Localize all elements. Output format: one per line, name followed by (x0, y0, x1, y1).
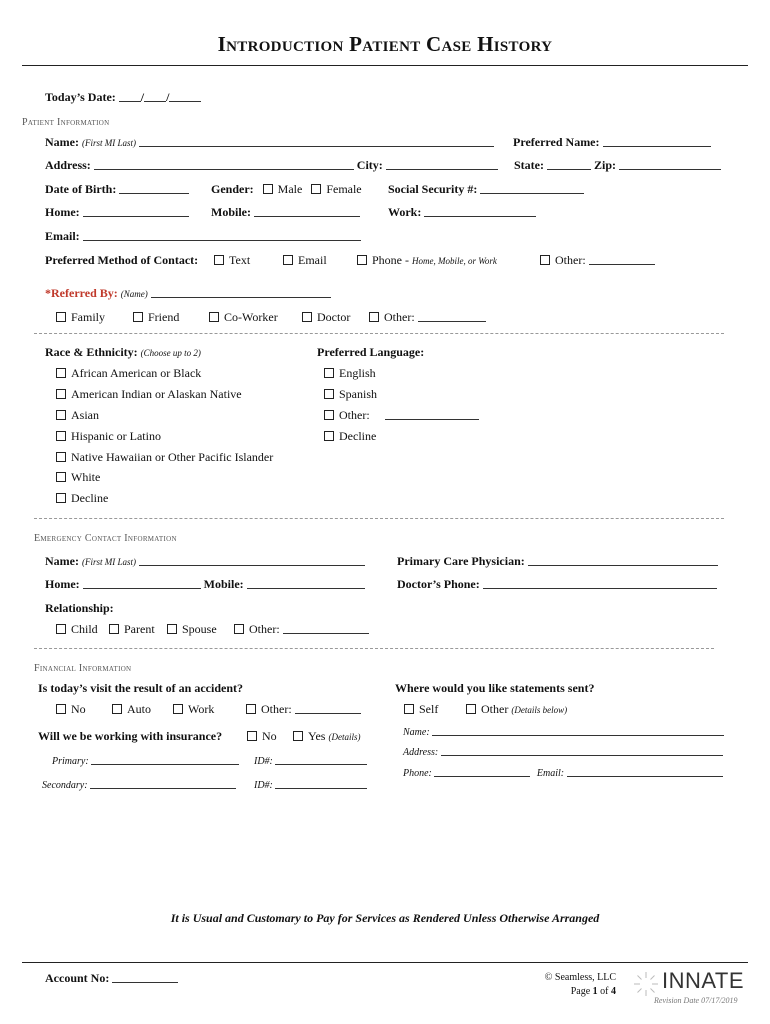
primary-id-field[interactable] (275, 754, 367, 765)
referred-doctor-checkbox[interactable] (302, 312, 312, 322)
contact-other-field[interactable] (589, 254, 655, 265)
zip-field[interactable] (619, 159, 721, 170)
referred-by-field[interactable] (151, 287, 331, 298)
race-checkbox[interactable] (56, 431, 66, 441)
language-checkbox[interactable] (324, 389, 334, 399)
referred-doctor-option[interactable]: Doctor (302, 310, 350, 325)
emergency-mobile-field[interactable] (247, 578, 365, 589)
secondary-id-row: ID#: (254, 778, 367, 791)
gender-male-checkbox[interactable] (263, 184, 273, 194)
referred-family-checkbox[interactable] (56, 312, 66, 322)
contact-text-checkbox[interactable] (214, 255, 224, 265)
section-divider (34, 648, 714, 649)
secondary-id-field[interactable] (275, 778, 367, 789)
secondary-insurance-field[interactable] (90, 778, 236, 789)
patient-info-heading: Patient Information (22, 117, 110, 128)
statements-other-checkbox[interactable] (466, 704, 476, 714)
statements-other-option[interactable]: Other (Details below) (466, 702, 567, 717)
relationship-child-checkbox[interactable] (56, 624, 66, 634)
referred-other-field[interactable] (418, 311, 486, 322)
language-checkbox[interactable] (324, 431, 334, 441)
relationship-other-checkbox[interactable] (234, 624, 244, 634)
emergency-home-field[interactable] (83, 578, 201, 589)
accident-auto-option[interactable]: Auto (112, 702, 151, 717)
contact-other-option[interactable]: Other: (540, 253, 655, 268)
relationship-other-option[interactable]: Other: (234, 622, 369, 637)
home-phone-row: Home: (45, 205, 189, 220)
relationship-spouse-option[interactable]: Spouse (167, 622, 217, 637)
statements-self-checkbox[interactable] (404, 704, 414, 714)
patient-name-row: Name: (First MI Last) (45, 135, 494, 150)
mobile-phone-field[interactable] (254, 206, 360, 217)
address-field[interactable] (94, 159, 354, 170)
work-phone-field[interactable] (424, 206, 536, 217)
section-divider (34, 333, 724, 334)
accident-no-checkbox[interactable] (56, 704, 66, 714)
home-phone-field[interactable] (83, 206, 189, 217)
gender-female-checkbox[interactable] (311, 184, 321, 194)
accident-other-option[interactable]: Other: (246, 702, 361, 717)
relationship-label: Relationship: (45, 601, 114, 615)
city-field[interactable] (386, 159, 498, 170)
sunburst-icon (632, 970, 660, 998)
preferred-name-field[interactable] (603, 136, 711, 147)
language-option[interactable]: Other: (324, 408, 479, 423)
accident-auto-checkbox[interactable] (112, 704, 122, 714)
emergency-name-field[interactable] (139, 555, 365, 566)
address-row: Address: City: (45, 158, 498, 173)
referred-other-option[interactable]: Other: (369, 310, 486, 325)
todays-date-row: Today’s Date: / / (45, 90, 201, 105)
relationship-parent-option[interactable]: Parent (109, 622, 155, 637)
accident-work-option[interactable]: Work (173, 702, 214, 717)
statements-self-option[interactable]: Self (404, 702, 438, 717)
preferred-name-row: Preferred Name: (513, 135, 711, 150)
section-divider (34, 518, 724, 519)
race-ethnicity-heading: Race & Ethnicity: (Choose up to 2) (45, 345, 201, 359)
date-month-field[interactable] (119, 91, 141, 102)
contact-other-checkbox[interactable] (540, 255, 550, 265)
contact-email-option[interactable]: Email (283, 253, 327, 268)
insurance-no-checkbox[interactable] (247, 731, 257, 741)
accident-no-option[interactable]: No (56, 702, 86, 717)
statement-name-row: Name: (403, 725, 724, 738)
patient-name-field[interactable] (139, 136, 494, 147)
state-zip-row: State: Zip: (514, 158, 721, 173)
copyright: © Seamless, LLC (544, 972, 616, 983)
emergency-name-row: Name: (First MI Last) (45, 554, 365, 569)
language-other-field[interactable] (385, 409, 479, 420)
emergency-heading: Emergency Contact Information (34, 533, 177, 544)
race-option[interactable]: Hispanic or Latino (56, 429, 161, 444)
language-checkbox[interactable] (324, 368, 334, 378)
relationship-child-option[interactable]: Child (56, 622, 98, 637)
account-number-field[interactable] (112, 972, 178, 983)
race-checkbox[interactable] (56, 410, 66, 420)
accident-other-field[interactable] (295, 703, 361, 714)
insurance-no-option[interactable]: No (247, 729, 277, 744)
contact-phone-option[interactable]: Phone - Home, Mobile, or Work (357, 253, 497, 268)
race-option[interactable]: Asian (56, 408, 99, 423)
insurance-yes-option[interactable]: Yes (Details) (293, 729, 360, 744)
language-option[interactable]: Spanish (324, 387, 377, 402)
dob-row: Date of Birth: (45, 182, 189, 197)
referred-friend-checkbox[interactable] (133, 312, 143, 322)
referred-friend-option[interactable]: Friend (133, 310, 179, 325)
state-field[interactable] (547, 159, 591, 170)
gender-row: Gender: Male Female (211, 182, 362, 196)
race-checkbox[interactable] (56, 389, 66, 399)
email-field[interactable] (83, 230, 361, 241)
statement-address-row: Address: (403, 745, 723, 758)
race-option[interactable]: American Indian or Alaskan Native (56, 387, 242, 402)
race-checkbox[interactable] (56, 472, 66, 482)
accident-work-checkbox[interactable] (173, 704, 183, 714)
dob-field[interactable] (119, 183, 189, 194)
date-year-field[interactable] (169, 91, 201, 102)
referred-coworker-option[interactable]: Co-Worker (209, 310, 278, 325)
revision-date: Revision Date 07/17/2019 (654, 996, 738, 1005)
race-option[interactable]: Native Hawaiian or Other Pacific Islander (56, 450, 273, 465)
race-option[interactable]: African American or Black (56, 366, 201, 381)
page-indicator: Page 1 of 4 (570, 986, 616, 997)
race-option[interactable]: Decline (56, 491, 108, 506)
statement-address-field[interactable] (441, 745, 723, 756)
contact-phone-checkbox[interactable] (357, 255, 367, 265)
ssn-field[interactable] (480, 183, 584, 194)
doctor-phone-field[interactable] (483, 578, 717, 589)
secondary-insurance-row: Secondary: (42, 778, 236, 791)
emergency-phones-row: Home: Mobile: (45, 577, 365, 592)
language-option[interactable]: English (324, 366, 376, 381)
referred-by-row: *Referred By: (Name) (45, 286, 331, 301)
relationship-other-field[interactable] (283, 623, 369, 634)
doctor-phone-row: Doctor’s Phone: (397, 577, 717, 592)
footer-rule (22, 962, 748, 963)
email-row: Email: (45, 229, 361, 244)
race-checkbox[interactable] (56, 368, 66, 378)
accident-question: Is today’s visit the result of an accident? (38, 681, 243, 695)
statements-question: Where would you like statements sent? (395, 681, 595, 695)
contact-text-option[interactable]: Text (214, 253, 250, 268)
title-rule (22, 65, 748, 66)
date-day-field[interactable] (144, 91, 166, 102)
primary-insurance-field[interactable] (91, 754, 239, 765)
language-checkbox[interactable] (324, 410, 334, 420)
statement-phone-field[interactable] (434, 766, 530, 777)
work-phone-row: Work: (388, 205, 536, 220)
page-title: Introduction Patient Case History (217, 32, 553, 56)
language-heading: Preferred Language: (317, 345, 425, 359)
financial-heading: Financial Information (34, 663, 132, 674)
account-number-row: Account No: (45, 971, 178, 986)
insurance-yes-checkbox[interactable] (293, 731, 303, 741)
referred-coworker-checkbox[interactable] (209, 312, 219, 322)
race-option[interactable]: White (56, 470, 100, 485)
statement-contact-row: Phone: Email: (403, 766, 723, 779)
contact-method-row: Preferred Method of Contact: (45, 253, 199, 267)
primary-insurance-row: Primary: (52, 754, 239, 767)
referred-family-option[interactable]: Family (56, 310, 105, 325)
primary-id-row: ID#: (254, 754, 367, 767)
payment-notice: It is Usual and Customary to Pay for Services as Rendered Unless Otherwise Arranged (170, 911, 600, 925)
relationship-spouse-checkbox[interactable] (167, 624, 177, 634)
accident-other-checkbox[interactable] (246, 704, 256, 714)
race-checkbox[interactable] (56, 493, 66, 503)
statement-email-field[interactable] (567, 766, 723, 777)
statement-name-field[interactable] (432, 725, 724, 736)
contact-email-checkbox[interactable] (283, 255, 293, 265)
mobile-phone-row: Mobile: (211, 205, 360, 220)
language-option[interactable]: Decline (324, 429, 376, 444)
referred-other-checkbox[interactable] (369, 312, 379, 322)
relationship-parent-checkbox[interactable] (109, 624, 119, 634)
pcp-field[interactable] (528, 555, 718, 566)
race-checkbox[interactable] (56, 452, 66, 462)
pcp-row: Primary Care Physician: (397, 554, 718, 569)
ssn-row: Social Security #: (388, 182, 584, 197)
insurance-question: Will we be working with insurance? (38, 729, 223, 743)
